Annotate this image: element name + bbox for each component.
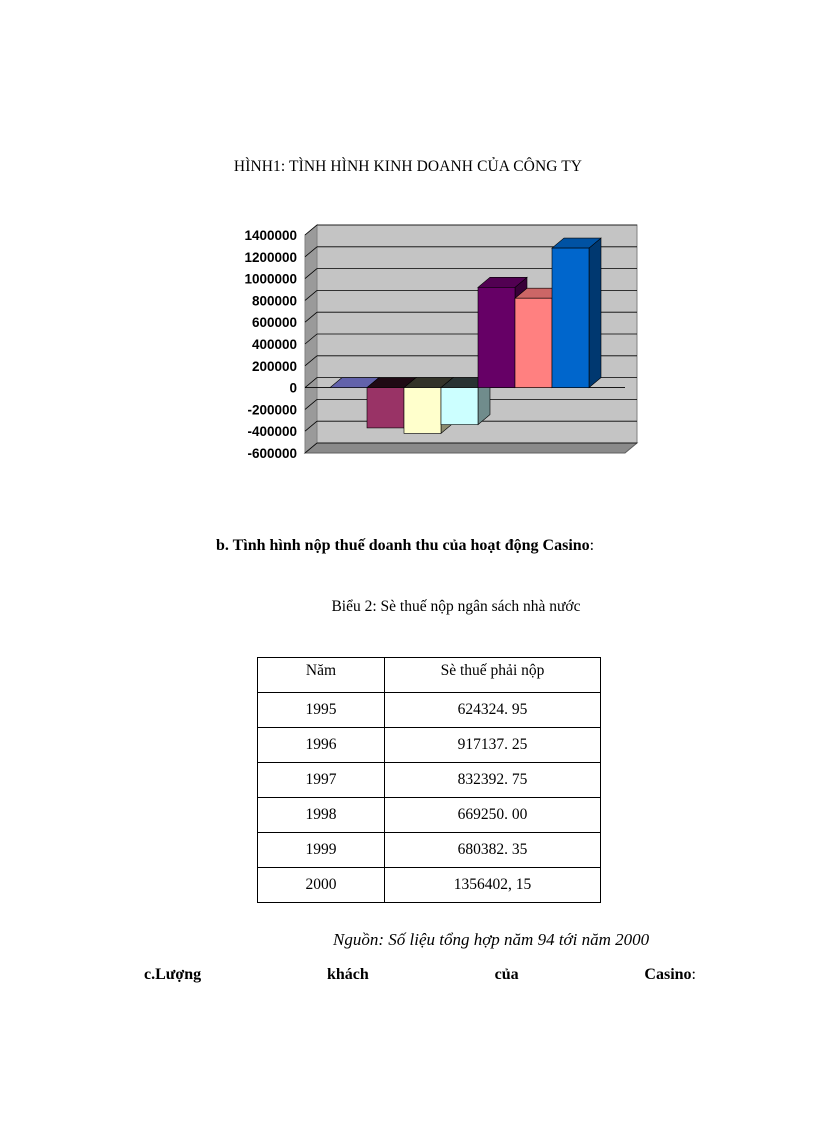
bar [404,388,441,434]
bar [515,298,552,387]
bar [552,248,589,388]
section-b-heading-text: b. Tình hình nộp thuế doanh thu của hoạt động Casino [216,537,590,554]
bar [441,388,478,425]
tax-table [257,657,601,903]
section-b-colon: : [589,537,595,554]
y-tick-label: -400000 [247,424,297,440]
bar-side [589,238,601,388]
year-cell: 1997 [258,763,385,798]
table-header-row [258,658,601,693]
table-caption: Biểu 2: Sè thuế nộp ngân sách nhà nước [331,598,581,615]
section-c-word-last [644,966,696,984]
y-tick-label: 400000 [251,337,297,352]
business-chart [225,212,645,462]
tax-cell: 1356402, 15 [385,868,601,903]
figure-title: HÌNH1: TÌNH HÌNH KINH DOANH CỦA CÔNG TY [233,158,583,175]
y-tick-label: 0 [289,380,297,396]
section-c-colon: : [691,966,696,983]
tax-cell: 624324. 95 [385,693,601,728]
y-tick-label: 200000 [251,358,297,374]
bar [478,287,515,387]
year-cell: 1998 [258,798,385,833]
tax-cell: 917137. 25 [385,728,601,763]
year-cell: 2000 [258,868,385,903]
table-row [258,798,601,833]
source-note: Nguồn: Số liệu tổng hợp năm 94 tới năm 2000 [333,930,650,949]
chart-floor [305,443,637,453]
section-c-word: c.Lượng [144,966,202,983]
year-cell: 1996 [258,728,385,763]
y-tick-label: -600000 [247,446,297,461]
section-c-heading [144,966,696,984]
tax-cell: 680382. 35 [385,833,601,868]
section-c-word: khách [326,966,369,983]
table-row [258,833,601,868]
y-tick-label: 1200000 [244,249,297,265]
tax-cell: 669250. 00 [385,798,601,833]
bar [367,388,404,428]
section-b-heading [216,537,594,555]
column-header-year: Năm [258,658,385,693]
y-tick-label: 600000 [251,315,297,331]
section-c-word: Casino [644,966,692,983]
y-tick-label: 1400000 [244,228,297,243]
tax-cell: 832392. 75 [385,763,601,798]
y-tick-label: 800000 [251,293,297,309]
column-header-tax: Sè thuế phải nộp [385,658,601,693]
year-cell: 1995 [258,693,385,728]
table-row [258,868,601,903]
table-row [258,693,601,728]
y-tick-label: 1000000 [244,271,297,287]
table-row [258,763,601,798]
y-tick-label: -200000 [247,402,297,418]
section-c-word: của [494,966,519,983]
table-row [258,728,601,763]
year-cell: 1999 [258,833,385,868]
